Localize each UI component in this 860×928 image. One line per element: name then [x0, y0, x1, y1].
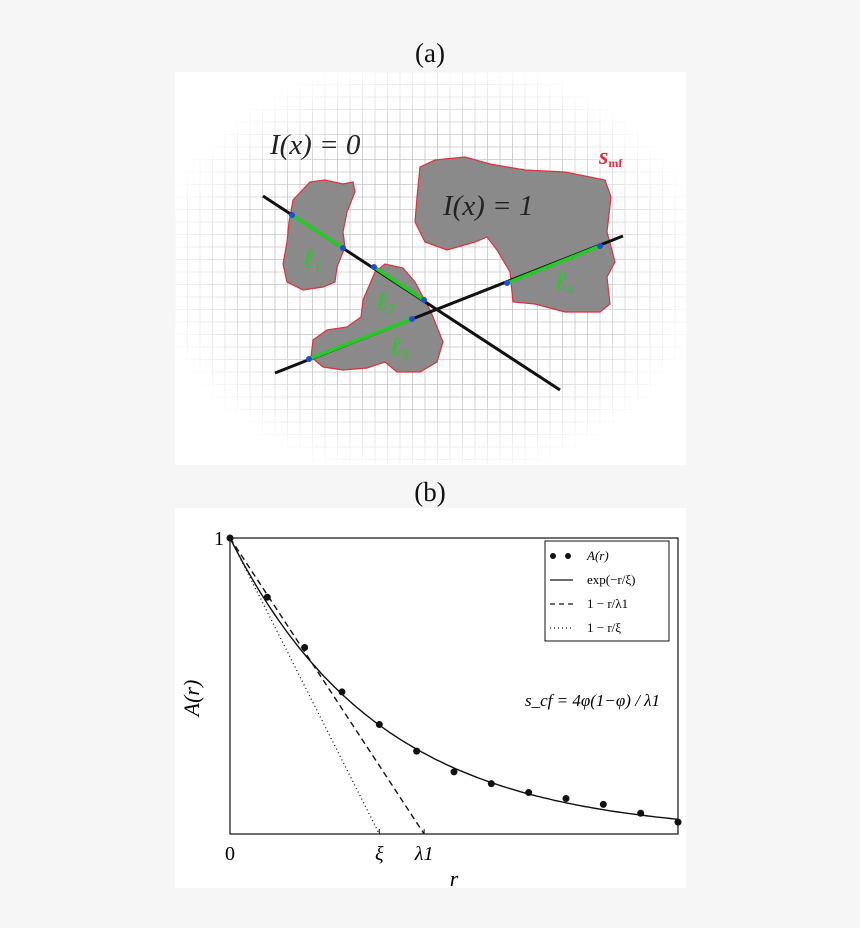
data-point	[525, 789, 532, 796]
panel-b-label: (b)	[414, 477, 446, 507]
legend-item-linear-xi: 1 − r/ξ	[587, 620, 622, 635]
data-point	[376, 721, 383, 728]
surface-area-annotation: s_cf = 4φ(1−φ) / λ1	[525, 691, 661, 710]
series-linear-xi-line	[230, 538, 379, 834]
panel-b-figure	[175, 508, 686, 888]
x-tick-label: 0	[225, 843, 235, 865]
data-point	[600, 801, 607, 808]
data-point	[637, 810, 644, 817]
chord-label-1: ℓ1	[303, 244, 322, 275]
data-point	[301, 644, 308, 651]
data-point	[413, 748, 420, 755]
smf-label: smf	[599, 144, 623, 170]
autocorrelation-chart	[175, 508, 686, 888]
data-point	[451, 768, 458, 775]
chord-label-3: ℓ3	[390, 332, 409, 363]
panel-a-label: (a)	[415, 38, 445, 68]
legend-item-data: A(r)	[587, 548, 609, 563]
legend-item-linear-lambda: 1 − r/λ1	[587, 596, 629, 611]
data-point	[339, 688, 346, 695]
outside-indicator-label: I(x) = 0	[270, 129, 361, 161]
y-tick-label: 1	[214, 528, 224, 550]
chart-legend	[545, 541, 669, 641]
x-tick-label: λ1	[414, 843, 434, 865]
micrograph-illustration	[175, 72, 686, 465]
chord-label-2: ℓ2	[376, 287, 395, 318]
y-axis-label: A(r)	[179, 679, 204, 717]
chord-label-4: ℓ4	[555, 267, 574, 298]
panel-a-figure	[175, 72, 686, 465]
inside-indicator-label: I(x) = 1	[443, 190, 534, 222]
series-linear-lambda-line	[230, 538, 424, 834]
legend-item-exp: exp(−r/ξ)	[587, 572, 636, 587]
data-point	[563, 795, 570, 802]
data-point	[488, 780, 495, 787]
x-tick-label: ξ	[375, 843, 384, 865]
data-point	[264, 594, 271, 601]
x-axis-label: r	[449, 866, 459, 888]
data-point	[675, 819, 682, 826]
